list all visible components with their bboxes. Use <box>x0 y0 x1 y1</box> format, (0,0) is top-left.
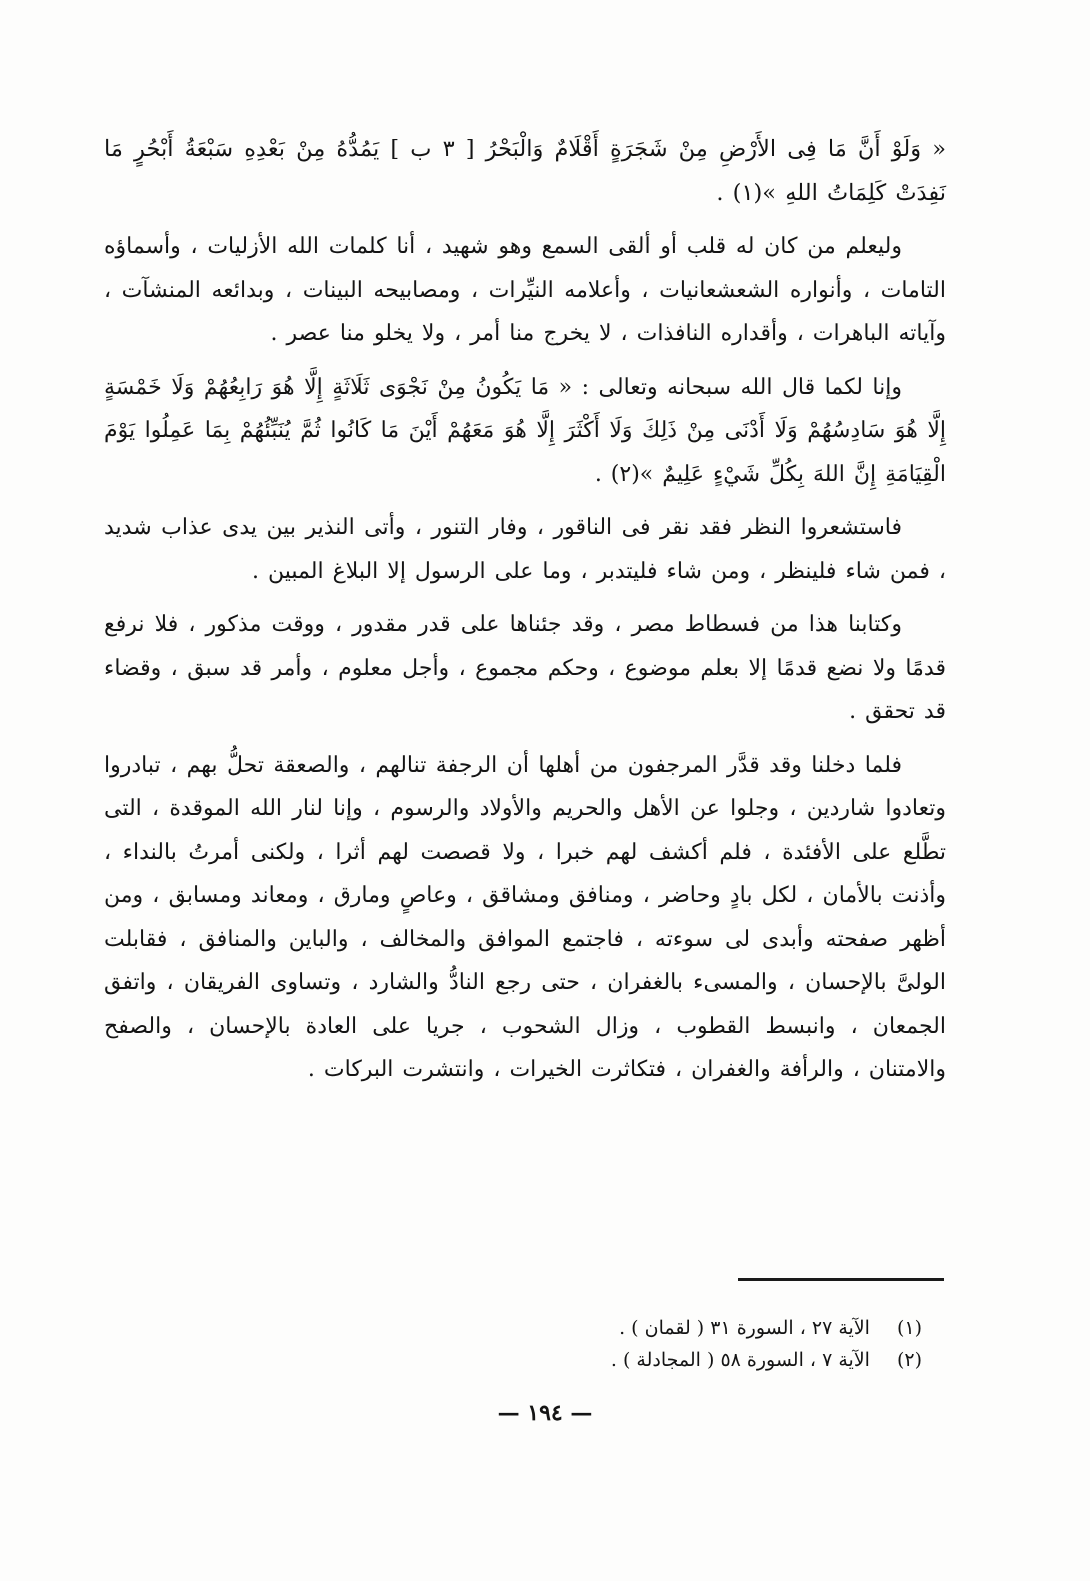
body-paragraph-5: فلما دخلنا وقد قدَّر المرجفون من أهلها أن الرجفة تنالهم ، والصعقة تحلُّ بهم ، تبادروا وتعادوا شاردين ، وجلوا عن الأهل والحريم والأولاد والرسوم ، وإنا لنار الله الموقدة ، التى تطَّلع على الأفئدة ، فلم أكشف لهم خبرا ، ولا قصصت لهم أثرا ، ولكنى أمرتُ بالنداء ، وأذنت بالأمان ، لكل بادٍ وحاضر ، ومنافق ومشاقق ، وعاصٍ ومارق ، ومعاند ومسابق ، ومن أظهر صفحته وأبدى لى سوءته ، فاجتمع الموافق والمخالف ، والباين والمنافق ، فقابلت الولىَّ بالإحسان ، والمسىء بالغفران ، حتى رجع النادُّ والشارد ، وتساوى الفريقان ، واتفق الجمعان ، وانبسط القطوب ، وزال الشحوب ، جريا على العادة بالإحسان ، والصفح والامتنان ، والرأفة والغفران ، فتكاثرت الخيرات ، وانتشرت البركات . <box>104 752 946 1082</box>
body-paragraph-4: وكتابنا هذا من فسطاط مصر ، وقد جئناها على قدر مقدور ، ووقت مذكور ، فلا نرفع قدمًا ولا نضع قدمًا إلا بعلم موضوع ، وحكم مجموع ، وأجل معلوم ، وأمر قد سبق ، وقضاء قد تحقق . <box>104 612 946 724</box>
footnote-1 <box>400 1312 922 1344</box>
footnote-2-number: (٢) <box>896 1349 922 1371</box>
page-number: — ١٩٤ — <box>497 1400 593 1426</box>
body-paragraph-3: فاستشعروا النظر فقد نقر فى الناقور ، وفار التنور ، وأتى النذير بين يدى عذاب شديد ، فمن شاء فلينظر ، ومن شاء فليتدبر ، وما على الرسول إلا البلاغ المبين . <box>104 515 946 584</box>
quran-quote-paragraph: « وَلَوْ أَنَّ مَا فِى الأَرْضِ مِنْ شَجَرَةٍ أَقْلَامٌ وَالْبَحْرُ [ ٣ ب ] يَمُدُّهُ مِنْ بَعْدِهِ سَبْعَةُ أَبْحُرٍ مَا نَفِدَتْ كَلِمَاتُ اللهِ »(١) . <box>104 136 946 206</box>
footnote-1-text: الآية ٢٧ ، السورة ٣١ ( لقمان ) . <box>619 1317 870 1339</box>
footnote-divider <box>738 1278 944 1281</box>
footnote-2-text: الآية ٧ ، السورة ٥٨ ( المجادلة ) . <box>610 1349 870 1371</box>
footnotes <box>400 1312 922 1376</box>
footnote-2 <box>400 1344 922 1376</box>
body-paragraph-1: وليعلم من كان له قلب أو ألقى السمع وهو شهيد ، أنا كلمات الله الأزليات ، وأسماؤه التامات ، وأنواره الشعشعانيات ، وأعلامه النيِّرات ، ومصابيحه البينات ، وبدائعه المنشآت ، وآياته الباهرات ، وأقداره النافذات ، لا يخرج منا أمر ، ولا يخلو منا عصر . <box>104 234 946 346</box>
body-paragraph-2: وإنا لكما قال الله سبحانه وتعالى : « مَا يَكُونُ مِنْ نَجْوَى ثَلَاثَةٍ إِلَّا هُوَ رَابِعُهُمْ وَلَا خَمْسَةٍ إِلَّا هُوَ سَادِسُهُمْ وَلَا أَدْنَى مِنْ ذَلِكَ وَلَا أَكْثَرَ إِلَّا هُوَ مَعَهُمْ أَيْنَ مَا كَانُوا ثُمَّ يُنَبِّئُهُمْ بِمَا عَمِلُوا يَوْمَ الْقِيَامَةِ إِنَّ اللهَ بِكُلِّ شَيْءٍ عَلِيمٌ »(٢) . <box>104 374 946 487</box>
footnote-1-number: (١) <box>896 1317 922 1339</box>
body-text <box>104 128 946 1102</box>
